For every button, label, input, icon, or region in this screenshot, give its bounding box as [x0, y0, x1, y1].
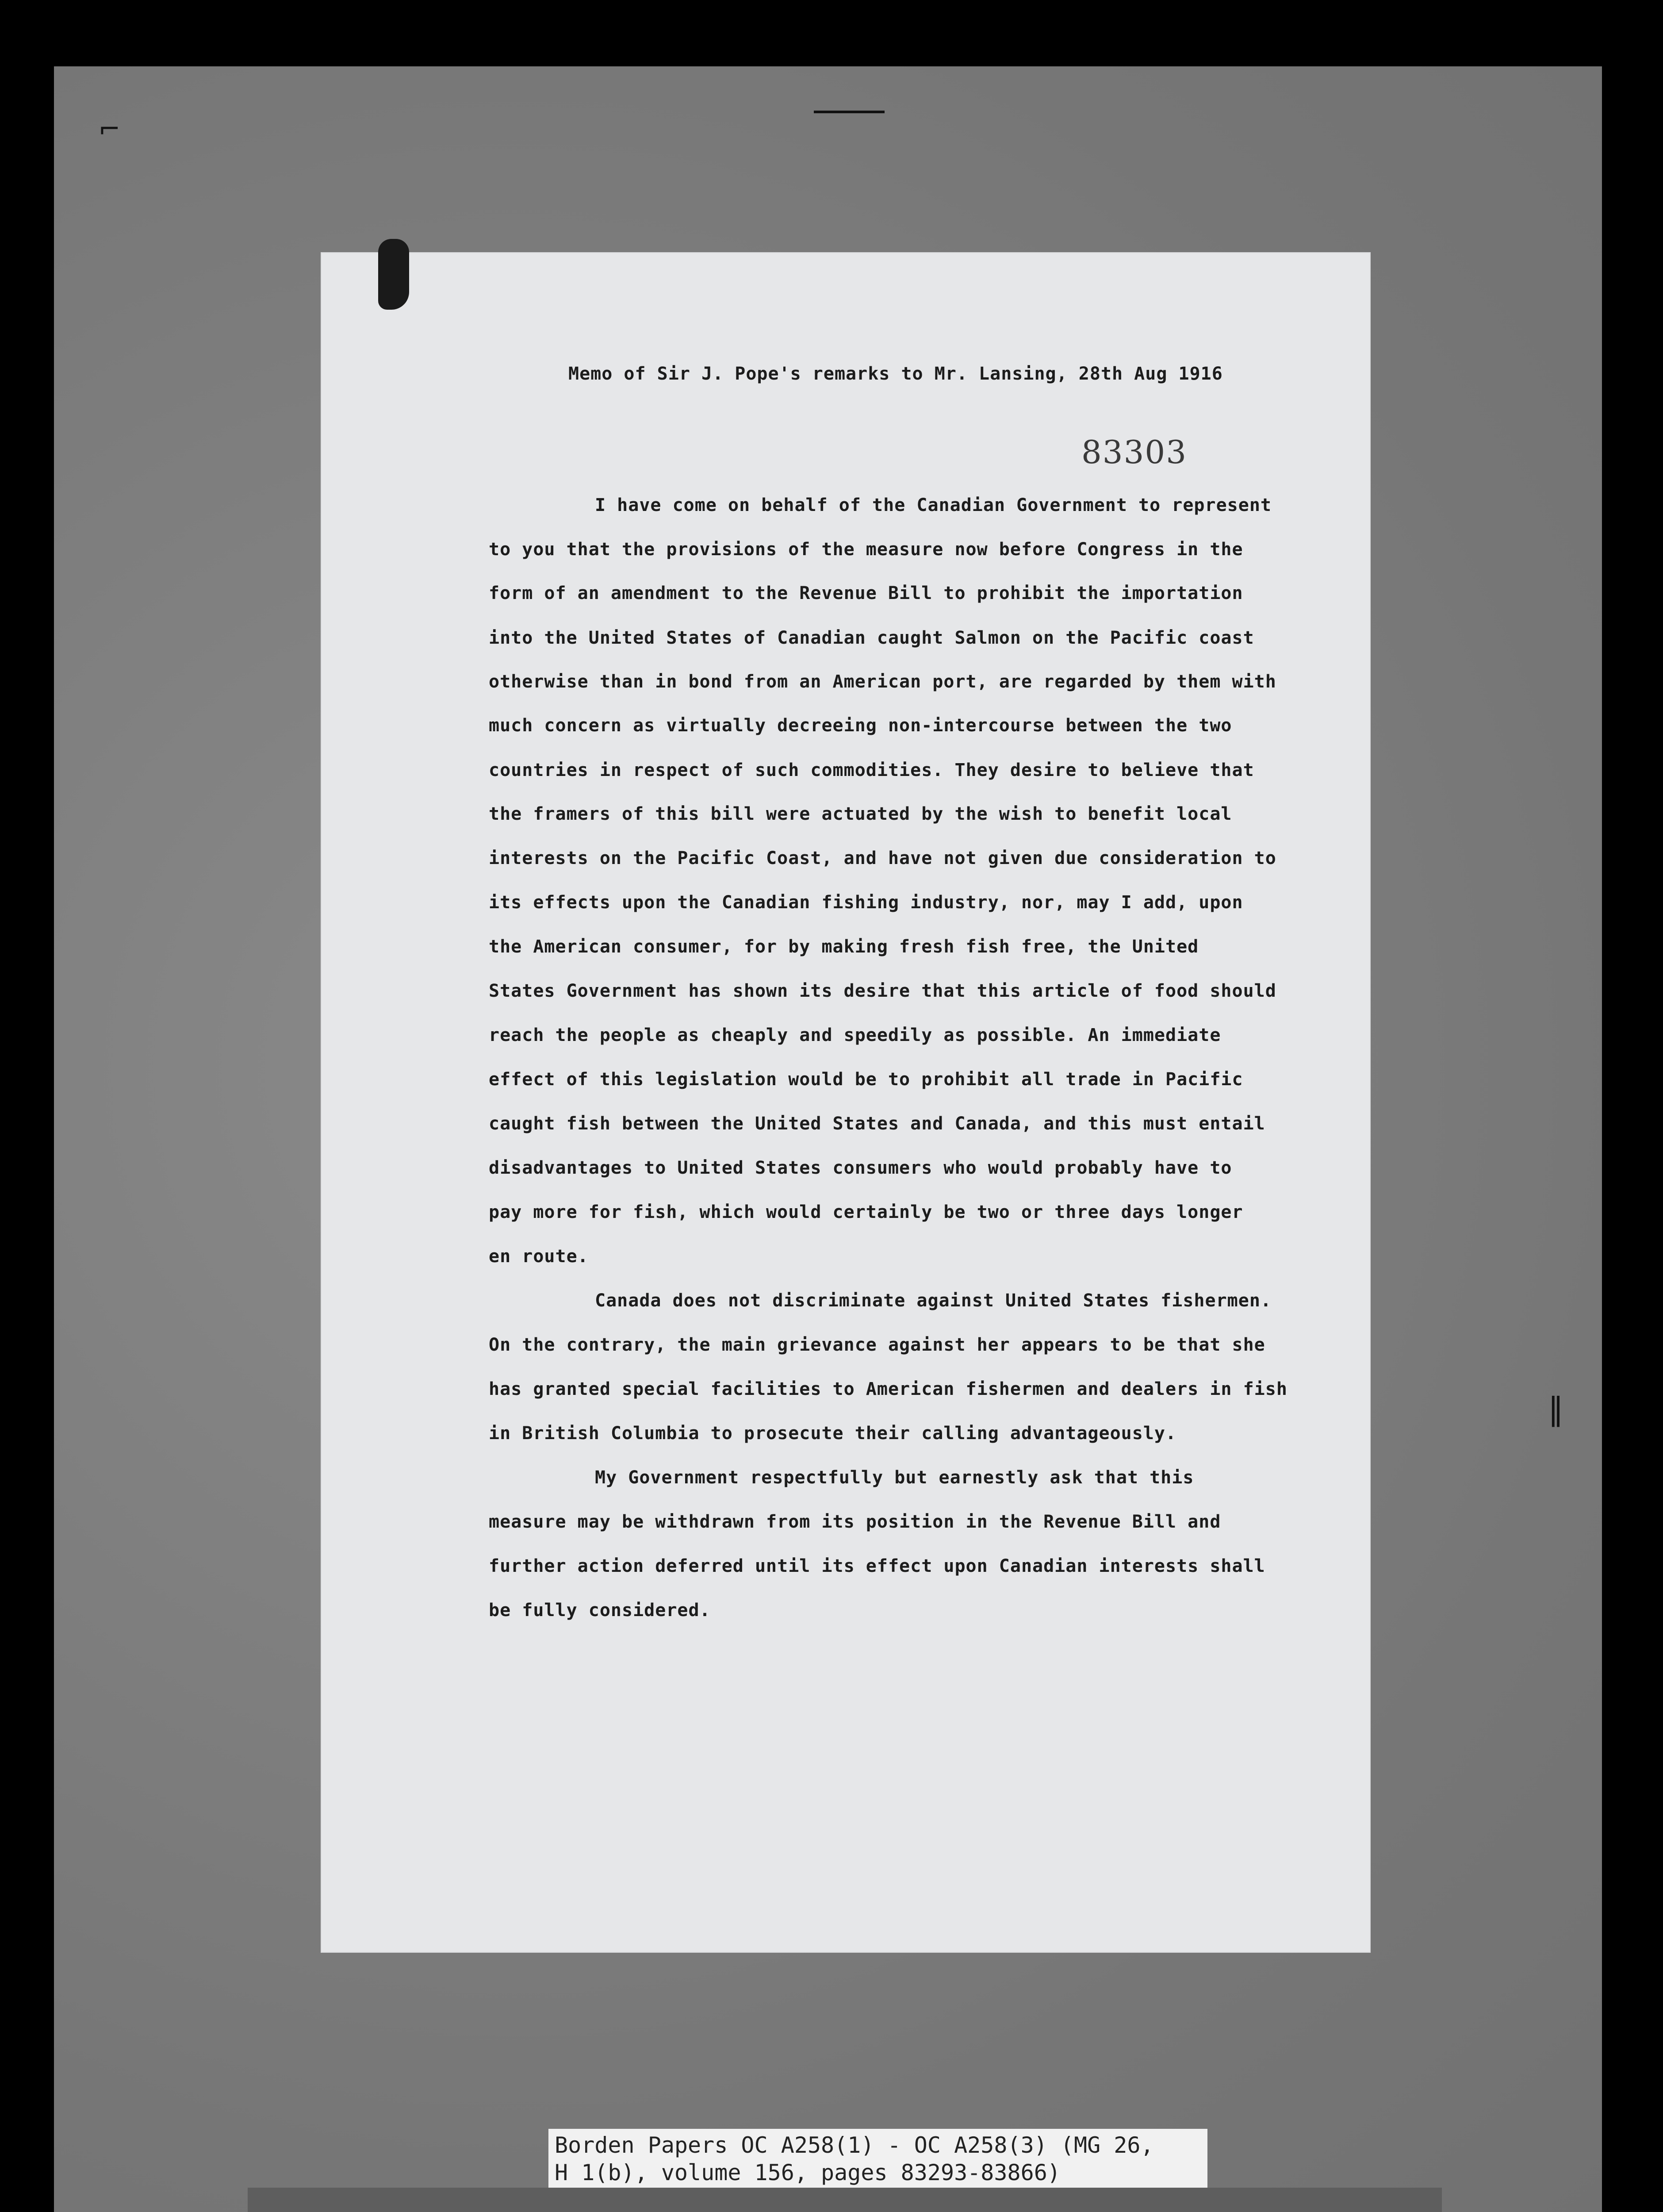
memo-line: reach the people as cheaply and speedily as possible. An immediate: [489, 1025, 1221, 1045]
paper-clip-mark: [378, 239, 409, 310]
memo-line: States Government has shown its desire that this article of food should: [489, 981, 1276, 1001]
memo-line: form of an amendment to the Revenue Bill to prohibit the importation: [489, 583, 1243, 603]
memo-line: in British Columbia to prosecute their calling advantageously.: [489, 1423, 1177, 1444]
memo-line: interests on the Pacific Coast, and have not given due consideration to: [489, 848, 1276, 868]
memo-heading: Memo of Sir J. Pope's remarks to Mr. Lansing, 28th Aug 1916: [568, 364, 1223, 384]
memo-line: measure may be withdrawn from its position in the Revenue Bill and: [489, 1512, 1221, 1532]
memo-line: en route.: [489, 1246, 589, 1267]
label-line-1: Borden Papers OC A258(1) - OC A258(3) (MG 26,: [555, 2132, 1154, 2158]
memo-line: disadvantages to United States consumers who would probably have to: [489, 1158, 1232, 1178]
memo-line: further action deferred until its effect upon Canadian interests shall: [489, 1556, 1265, 1576]
archive-reference-label: [548, 2129, 1207, 2189]
memo-line: into the United States of Canadian caught Salmon on the Pacific coast: [489, 628, 1254, 648]
memo-line: Canada does not discriminate against United States fishermen.: [595, 1290, 1272, 1311]
memo-line: its effects upon the Canadian fishing industry, nor, may I add, upon: [489, 892, 1243, 913]
memo-line: to you that the provisions of the measure now before Congress in the: [489, 539, 1243, 560]
memo-line: otherwise than in bond from an American port, are regarded by them with: [489, 672, 1276, 692]
memo-line: the framers of this bill were actuated by the wish to benefit local: [489, 804, 1232, 824]
top-center-mark: [814, 111, 885, 113]
stamp-backing: [248, 2188, 1442, 2212]
memo-line: be fully considered.: [489, 1600, 711, 1621]
memo-line: the American consumer, for by making fresh fish free, the United: [489, 937, 1199, 957]
memo-line: On the contrary, the main grievance against her appears to be that she: [489, 1335, 1265, 1355]
corner-mark-top-left: ⌐: [98, 114, 121, 145]
edge-marks-right: ‖: [1548, 1391, 1563, 1427]
memo-line: effect of this legislation would be to prohibit all trade in Pacific: [489, 1069, 1243, 1090]
memo-line: caught fish between the United States and Canada, and this must entail: [489, 1114, 1265, 1134]
memo-line: I have come on behalf of the Canadian Government to represent: [595, 495, 1272, 515]
page-number-stamp: 83303: [1081, 434, 1188, 471]
memo-line: My Government respectfully but earnestly ask that this: [595, 1467, 1194, 1488]
memo-line: has granted special facilities to American fishermen and dealers in fish: [489, 1379, 1287, 1399]
label-line-2: H 1(b), volume 156, pages 83293-83866): [555, 2160, 1061, 2185]
memo-line: much concern as virtually decreeing non-intercourse between the two: [489, 715, 1232, 736]
memo-line: countries in respect of such commodities. They desire to believe that: [489, 760, 1254, 780]
memo-line: pay more for fish, which would certainly be two or three days longer: [489, 1202, 1243, 1222]
